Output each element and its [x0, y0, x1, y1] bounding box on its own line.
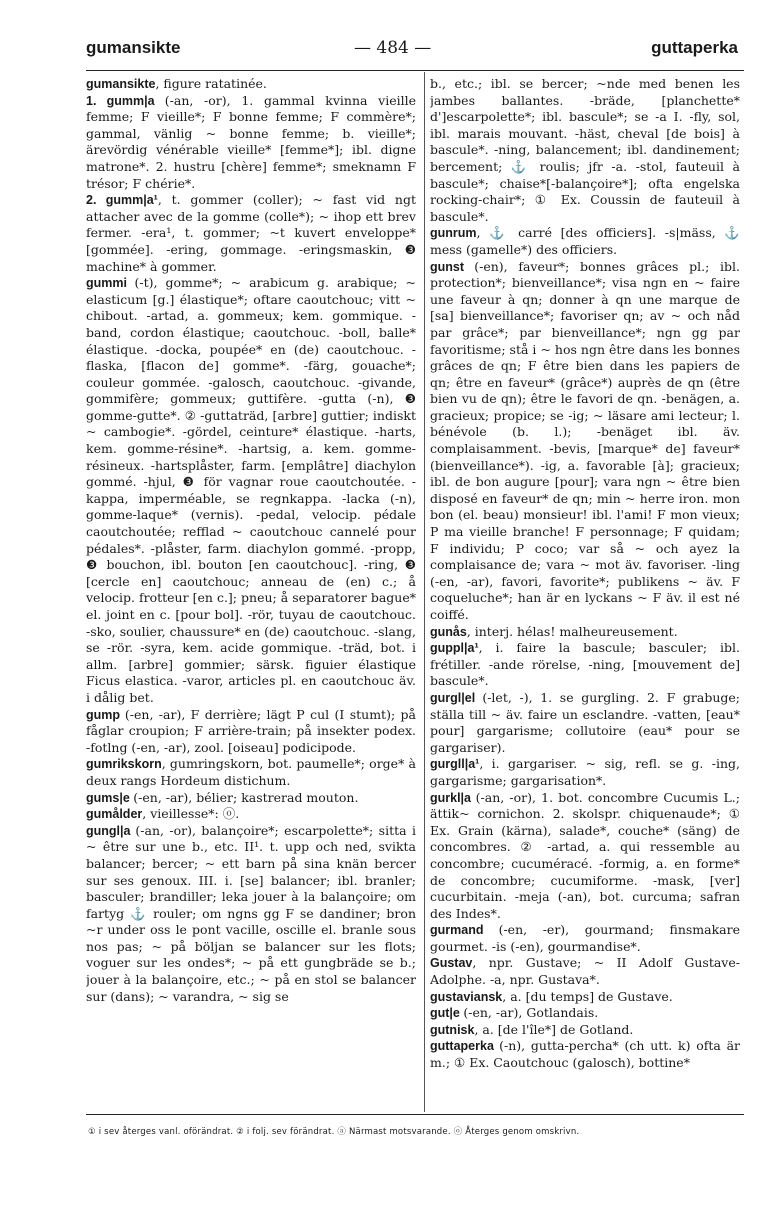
page-number: — 484 — — [354, 38, 432, 58]
entry-gunst: gunst (-en), faveur*; bonnes grâces pl.; ibl. protection*; bienveillance*; visa ngn en ~ faire une faveur à qn; donner à qn une marque de [sa] bienveillance*; favoriser qn; av ~ och nåd par grâce*; par bienveillance*; ngn gg par favoritisme; stå i ~ hos ngn être dans les bonnes grâces de qn; F être bien dans les papiers de qn; être en faveur* (grâce*) auprès de qn (être bien vu de qn); être le favori de qn. -benägen, a. gracieux; propice; se -ig; ~ läsare ami lecteur; l. bénévole (b. l.); -benäget ibl. äv. complaisamment. -bevis, [marque* de] faveur* (bienveillance*). -ig, a. favorable [à]; gracieux; ibl. de bon augure [pour]; vara ngn ~ être bien disposé en faveur* de qn; min ~ herre iron. mon bon (el. beau) monsieur! ibl. l'ami! F mon vieux; P ma vieille branche! F personnage; F quidam; F individu; P coco; var så ~ och ayez la complaisance de; vara ~ mot äv. favoriser. -ling (-en, -ar), favori, favorite*; publikens ~ äv. F coqueluche*; han är en lyckans ~ F äv. il est né coiffé. — [430, 258, 740, 622]
entry-gunga: gungl|a (-an, -or), balançoire*; escarpolette*; sitta i ~ être sur une b., etc. II¹. t. upp och ned, svikta balancer; bercer; ~ ett barn på sina knän bercer sur ses genoux. III. i. [se] balancer; ibl. branler; basculer; brandiller; leka jouer à la balançoire; om fartyg ⚓ rouler; om ngns gg F se dandiner; bron ~r under oss le pont vacille, oscille el. branle sous nos pas; ~ på böljan se balancer sur les flots; voguer sur les ondes*; ~ på ett gungbräde se b.; jouer à la balançoire, etc.; ~ på en stol se balancer sur (dans); ~ varandra, ~ sig se — [86, 822, 416, 1004]
entry-gurmand: gurmand (-en, -er), gourmand; finsmakare gourmet. -is (-en), gourmandise*. — [430, 922, 740, 954]
entry-gumse: gums|e (-en, -ar), bélier; kastrerad mouton. — [86, 789, 359, 805]
footer-rule — [86, 1114, 744, 1115]
entry-gumalder: gumålder, vieillesse*: ⓞ. — [86, 806, 240, 822]
header-rule — [86, 70, 744, 71]
entry-gummi: gummi (-t), gomme*; ~ arabicum g. arabique; ~ elasticum [g.] élastique*; oftare caoutchouc; vitt ~ chibout. -artad, a. gommeux; kem. gommique. -band, cordon élastique; caoutchouc. -boll, balle* élastique. -docka, poupée* en (de) caoutchouc. -flaska, [flacon de] gomme*. -färg, gouache*; couleur gommée. -galosch, caoutchouc. -givande, gommifère; gommeux; guttifère. -gutta (-n), ❸ gomme-gutte*. ② -guttaträd, [arbre] guttier; indiskt ~ cambogie*. -gördel, ceinture* élastique. -harts, kem. gomme-résine*. -hartsig, a. kem. gomme-résineux. -hartsplåster, farm. [emplâtre] diachylon gommé. -hjul, ❸ för vagnar roue caoutchoutée. -kappa, imperméable, se regnkappa. -lacka (-n), gomme-laque* (vernis). -pedal, velocip. pédale caoutchoutée; refflad ~ caoutchouc cannelé pour pédales*. -plåster, farm. diachylon gommé. -propp, ❸ bouchon, ibl. bouton [en caoutchouc]. -ring, ❸ [cercle en] caoutchouc; anneau de (en) c.; å velocip. frotteur [en c.]; pneu; å separatorer bague* el. joint en c. [pour bol]. -rör, tuyau de caoutchouc. -sko, soulier, chaussure* en (de) caoutchouc. -slang, se -rör. -syra, kem. acide gommique. -träd, bot. i allm. [arbre] gommier; särsk. figuier élastique Ficus elastica. -varor, articles pl. en caoutchouc äv. i dålig bet. — [86, 275, 416, 705]
entry-gutnisk: gutnisk, a. [de l'île*] de Gotland. — [430, 1021, 634, 1037]
page-header — [86, 38, 738, 68]
footnote-legend: ① i sev återges vanl. oförändrat. ② i folj. sev förändrat. ⓐ Närmast motsvarande. ⓞ Återges genom omskrivn. — [88, 1127, 580, 1137]
entry-gump: gump (-en, -ar), F derrière; lägt P cul (I stumt); på fåglar croupion; F arrière-train; på insekter podex. -fotlng (-en, -ar), zool. [oiseau] podicipode. — [86, 706, 416, 755]
entry-gunas: gunås, interj. hélas! malheureusement. — [430, 623, 678, 639]
left-column — [86, 76, 416, 1112]
entry-gumrikskorn: gumrikskorn, gumringskorn, bot. paumelle*; orge* à deux rangs Hordeum distichum. — [86, 756, 416, 788]
header-left-guideword: gumansikte — [86, 38, 181, 57]
entry-gurgla: gurgll|a¹, i. gargariser. ~ sig, refl. se g. -ing, gargarisme; gargarisation*. — [430, 756, 740, 788]
column-divider — [424, 72, 425, 1112]
entry-gurgel: gurgl|el (-let, -), 1. se gurgling. 2. F grabuge; ställa till ~ äv. faire un esclandre. -vatten, [eau* pour] gargarisme; collutoire (eau* pour se gargariser). — [430, 689, 740, 755]
entry-guppa: guppl|a¹, i. faire la bascule; basculer; ibl. frétiller. -ande rörelse, -ning, [mouvement de] bascule*. — [430, 640, 740, 689]
entry-gumma: 1. gumm|a (-an, -or), 1. gammal kvinna vieille femme; F vieille*; F bonne femme; F commère*; gammal, vänlig ~ bonne femme; b. vieille*; ärevördig vénérable vieille* [femme*]; ibl. digne matrone*. 2. hustru [chère] femme*; smeknamn F trésor; F chérie*. — [86, 92, 416, 191]
right-column — [430, 76, 740, 1112]
entry-gunrum: gunrum, ⚓ carré [des officiers]. -s|mäss, ⚓ mess (gamelle*) des officiers. — [430, 225, 740, 257]
entry-gustaviansk: gustaviansk, a. [du temps] de Gustave. — [430, 988, 673, 1004]
entry-gunga-cont: b., etc.; ibl. se bercer; ~nde med benen les jambes ballantes. -bräde, [planchette* d']escarpolette*; ibl. bascule*; se -a I. -fly, sol, ibl. marais mouvant. -häst, cheval [de bois] à bascule*. -ning, balancement; ibl. dandinement; bercement; ⚓ roulis; jfr -a. -stol, fauteuil à bascule*; chaise*[-balançoire*]; ofta engelska rocking-chair*; ① Ex. Coussin de fauteuil à bascule*. — [430, 76, 740, 224]
entry-gumansikte: gumansikte, figure ratatinée. — [86, 76, 267, 91]
entry-gumma-verb: 2. gumm|a¹, t. gommer (coller); ~ fast vid ngt attacher avec de la gomme (colle*); ~ ihop ett brev fermer. -era¹, t. gommer; ~t kuvert enveloppe* [gommée]. -ering, gommage. -eringsmaskin, ❸ machine* à gommer. — [86, 192, 416, 274]
header-right-guideword: guttaperka — [651, 38, 738, 57]
entry-gurka: gurkl|a (-an, -or), 1. bot. concombre Cucumis L.; ättik~ cornichon. 2. skolspr. chiquenaude*; ① Ex. Grain (kärna), salade*, couche* (säng) de concombres. ② -artad, a. qui ressemble au concombre; cucuméracé. -formig, a. en forme* de concombre; cucumiforme. -mask, [ver] cucurbitain. -meja (-an), bot. curcuma; safran des Indes*. — [430, 789, 740, 921]
entry-guttaperka: guttaperka (-n), gutta-percha* (ch utt. k) ofta är m.; ① Ex. Caoutchouc (galosch), bottine* — [430, 1038, 740, 1071]
entry-gute: gut|e (-en, -ar), Gotlandais. — [430, 1005, 599, 1021]
entry-gustav: Gustav, npr. Gustave; ~ II Adolf Gustave-Adolphe. -a, npr. Gustava*. — [430, 955, 740, 988]
